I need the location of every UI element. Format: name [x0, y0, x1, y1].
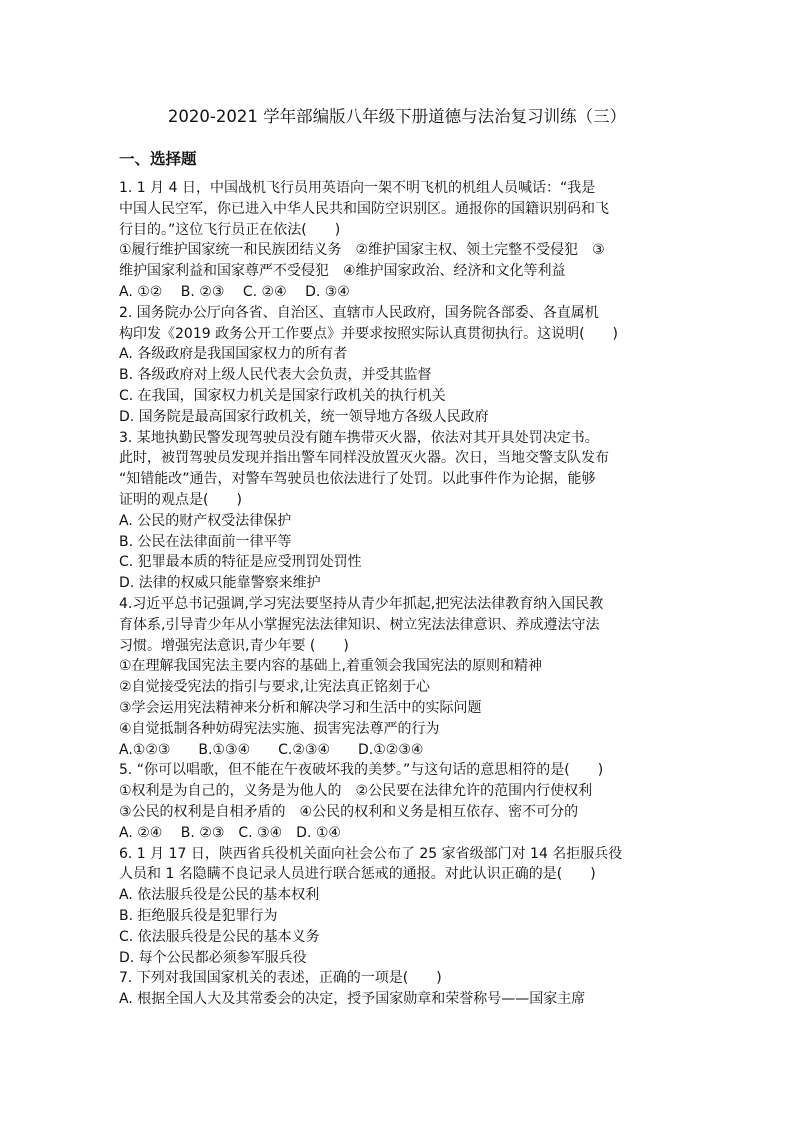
text-line: 行目的。”这位飞行员正在依法( )	[119, 221, 341, 238]
text-line: 证明的观点是( )	[119, 492, 242, 508]
text-line: 此时，被罚驾驶员发现并指出警车同样没放置灭火器。次日，当地交警支队发布	[119, 450, 609, 467]
text-line: ③公民的权利是自相矛盾的 ④公民的权利和义务是相互依存、密不可分的	[119, 804, 579, 820]
text-line: B. 各级政府对上级人民代表大会负责，并受其监督	[119, 367, 432, 384]
text-line: 4.习近平总书记强调,学习宪法要坚持从青少年抓起,把宪法法律教育纳入国民教	[119, 596, 604, 612]
text-line: ①履行维护国家统一和民族团结义务 ②维护国家主权、领土完整不受侵犯 ③	[119, 242, 605, 259]
text-line: D. 每个公民都必须参军服兵役	[119, 949, 307, 966]
text-line: A. 依法服兵役是公民的基本权利	[119, 887, 320, 904]
text-line: A. 各级政府是我国国家权力的所有者	[119, 346, 348, 363]
text-line: A. 公民的财产权受法律保护	[119, 512, 292, 529]
text-line: 人员和 1 名隐瞒不良记录人员进行联合惩戒的通报。对此认识正确的是( )	[119, 866, 596, 883]
text-line: ②自觉接受宪法的指引与要求,让宪法真正铭刻于心	[119, 679, 430, 696]
text-line: C. 依法服兵役是公民的基本义务	[119, 928, 320, 945]
text-line: A. ②④ B. ②③ C. ③④ D. ①④	[119, 824, 341, 841]
text-line: C. 在我国，国家权力机关是国家行政机关的执行机关	[119, 388, 446, 404]
text-line: A.①②③ B.①③④ C.②③④ D.①②③④	[119, 741, 424, 758]
text-line: ①在理解我国宪法主要内容的基础上,着重领会我国宪法的原则和精神	[119, 658, 542, 675]
text-line: 2. 国务院办公厅向各省、自治区、直辖市人民政府，国务院各部委、各直属机	[119, 304, 599, 321]
document-title: 2020-2021 学年部编版八年级下册道德与法治复习训练（三）	[167, 107, 627, 126]
text-line: 育体系,引导青少年从小掌握宪法法律知识、树立宪法法律意识、养成遵法守法	[119, 616, 600, 633]
text-line: 1. 1 月 4 日，中国战机飞行员用英语向一架不明飞机的机组人员喊话：“我是	[119, 180, 596, 196]
text-line: 习惯。增强宪法意识,青少年要 ( )	[119, 637, 349, 654]
text-line: 中国人民空军，你已进入中华人民共和国防空识别区。通报你的国籍识别码和飞	[119, 200, 609, 217]
text-line: ①权利是为自己的，义务是为他人的 ②公民要在法律允许的范围内行使权利	[119, 783, 593, 800]
text-line: A. 根据全国人大及其常委会的决定，授予国家勋章和荣誉称号——国家主席	[119, 991, 586, 1008]
text-line: 7. 下列对我国国家机关的表述，正确的一项是( )	[119, 970, 442, 987]
text-line: B. 拒绝服兵役是犯罪行为	[119, 908, 278, 924]
text-line: D. 国务院是最高国家行政机关，统一领导地方各级人民政府	[119, 408, 489, 425]
text-line: ③学会运用宪法精神来分析和解决学习和生活中的实际问题	[119, 700, 482, 716]
section-heading: 一、选择题	[119, 150, 197, 168]
text-line: D. 法律的权威只能靠警察来维护	[119, 575, 321, 592]
text-line: 构印发《2019 政务公开工作要点》并要求按照实际认真贯彻执行。这说明( )	[119, 325, 619, 342]
text-line: 5. “你可以唱歌，但不能在午夜破坏我的美梦。”与这句话的意思相符的是( )	[119, 762, 604, 779]
text-line: C. 犯罪最本质的特征是应受刑罚处罚性	[119, 554, 362, 571]
text-line: B. 公民在法律面前一律平等	[119, 533, 292, 550]
text-line: 6. 1 月 17 日，陕西省兵役机关面向社会公布了 25 家省级部门对 14 名拒服兵役	[119, 845, 623, 862]
text-line: 3. 某地执勤民警发现驾驶员没有随车携带灭火器，依法对其开具处罚决定书。	[119, 429, 599, 446]
text-line: 维护国家利益和国家尊严不受侵犯 ④维护国家政治、经济和文化等利益	[119, 263, 566, 280]
text-line: A. ①② B. ②③ C. ②④ D. ③④	[119, 284, 350, 300]
text-line: “知错能改”通告，对警车驾驶员也依法进行了处罚。以此事件作为论据，能够	[119, 471, 596, 488]
text-line: ④自觉抵制各种妨碍宪法实施、损害宪法尊严的行为	[119, 720, 440, 737]
